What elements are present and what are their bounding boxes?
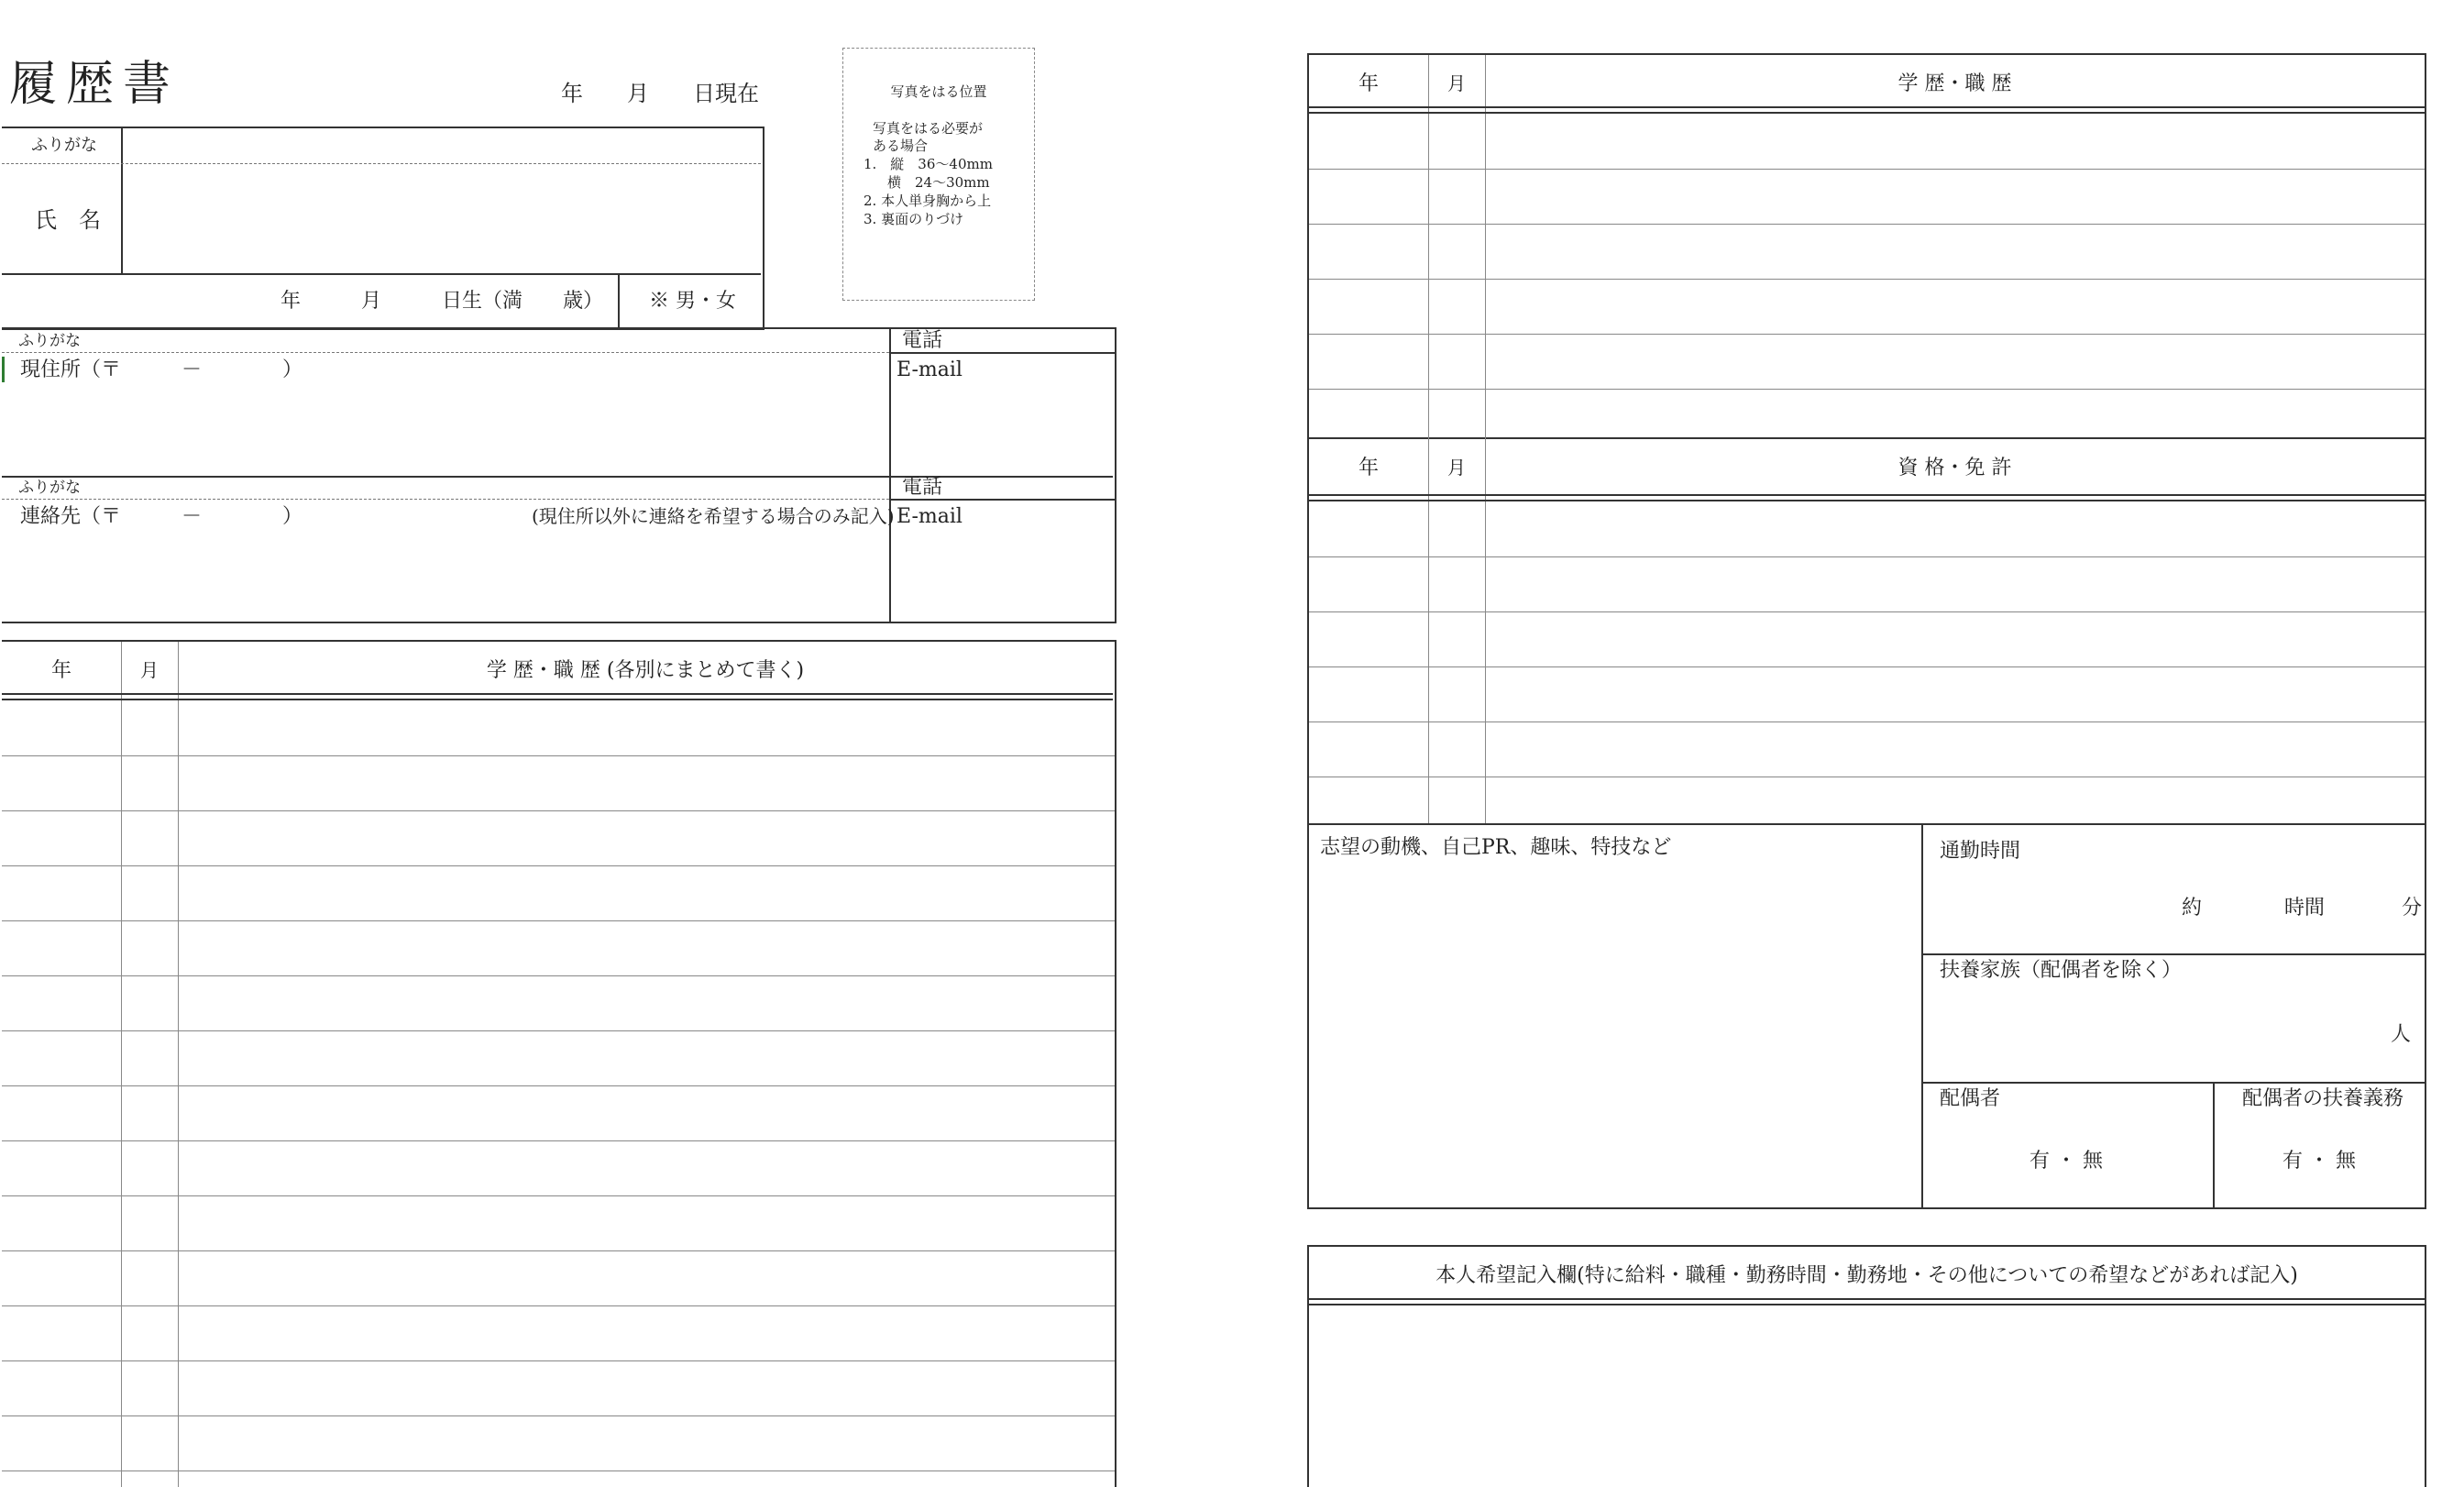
- dependents-label: 扶養家族（配偶者を除く）: [1940, 959, 2183, 982]
- dependents-unit: 人: [2391, 1023, 2412, 1046]
- table-row[interactable]: [2, 810, 1115, 865]
- history-left-year-header: 年: [50, 658, 72, 682]
- history-left-content-header: 学 歴・職 歴 (各別にまとめて書く): [486, 658, 805, 682]
- address-email-label: E-mail: [896, 358, 962, 381]
- table-row[interactable]: [2, 700, 1115, 755]
- table-row[interactable]: [2, 1305, 1115, 1360]
- name-label: 氏 名: [35, 207, 101, 233]
- photo-item3: 3. 裏面のりづけ: [864, 211, 964, 227]
- name-field[interactable]: [123, 165, 761, 273]
- history-table-right: [1307, 53, 2426, 439]
- table-row[interactable]: [1309, 279, 2425, 334]
- contact-note: (現住所以外に連絡を希望する場合のみ記入): [532, 505, 895, 527]
- spouse-support-value[interactable]: 有 ・ 無: [2282, 1150, 2356, 1173]
- address-label: 現住所（〒 － ）: [20, 358, 303, 381]
- photo-area: [842, 48, 1035, 301]
- motivation-block: [1307, 823, 2426, 1209]
- commute-minutes: 分: [2402, 897, 2423, 920]
- page-title: 履歴書: [9, 57, 181, 112]
- name-block: [2, 127, 764, 330]
- photo-item2: 2. 本人単身胸から上: [864, 193, 992, 209]
- table-row[interactable]: [1309, 556, 2425, 611]
- history-right-content-header: 学 歴・職 歴: [1898, 72, 2012, 95]
- table-row[interactable]: [2, 1250, 1115, 1305]
- spouse-label: 配偶者: [1940, 1087, 2001, 1110]
- contact-phone-label: 電話: [902, 476, 943, 499]
- history-left-month-header: 月: [140, 658, 159, 681]
- table-row[interactable]: [2, 1415, 1115, 1470]
- cell-cursor: [2, 357, 5, 382]
- motivation-field[interactable]: [1309, 865, 1920, 1206]
- qualifications-year-header: 年: [1358, 456, 1379, 479]
- commute-approx: 約: [2182, 897, 2203, 920]
- address-phone-label: 電話: [902, 329, 943, 352]
- history-right-year-header: 年: [1358, 72, 1379, 95]
- table-row[interactable]: [1309, 721, 2425, 777]
- table-row[interactable]: [2, 1030, 1115, 1085]
- photo-item1b: 横 24～30mm: [887, 174, 990, 191]
- table-row[interactable]: [2, 1470, 1115, 1487]
- history-right-month-header: 月: [1447, 72, 1466, 94]
- address-block: [2, 327, 1116, 623]
- spouse-value[interactable]: 有 ・ 無: [2030, 1150, 2103, 1173]
- table-row[interactable]: [2, 1360, 1115, 1415]
- contact-field[interactable]: [2, 533, 887, 621]
- address-field[interactable]: [2, 386, 887, 474]
- wishes-label: 本人希望記入欄(特に給料・職種・勤務時間・勤務地・その他についての希望などがあれば記入): [1436, 1263, 2298, 1287]
- history-table-left: [2, 640, 1116, 1487]
- contact-label: 連絡先（〒 － ）: [20, 505, 303, 528]
- commute-hours: 時間: [2284, 897, 2326, 920]
- table-row[interactable]: [2, 1140, 1115, 1195]
- spouse-support-label: 配偶者の扶養義務: [2242, 1087, 2404, 1110]
- photo-line2: ある場合: [873, 138, 929, 154]
- table-row[interactable]: [1309, 169, 2425, 224]
- qualifications-month-header: 月: [1447, 456, 1466, 479]
- photo-item1: 1. 縦 36～40mm: [864, 156, 993, 172]
- photo-heading: 写真をはる位置: [890, 83, 987, 100]
- table-row[interactable]: [1309, 501, 2425, 556]
- birth-label: 年 月 日生（満 歳）: [280, 290, 604, 313]
- contact-furigana-label: ふりがな: [18, 479, 81, 497]
- qualifications-table: [1307, 437, 2426, 825]
- address-furigana-label: ふりがな: [18, 332, 81, 350]
- table-row[interactable]: [1309, 334, 2425, 389]
- wishes-field[interactable]: [1309, 1307, 2425, 1487]
- table-row[interactable]: [1309, 389, 2425, 444]
- wishes-block: [1307, 1245, 2426, 1487]
- table-row[interactable]: [1309, 666, 2425, 721]
- table-row[interactable]: [2, 1085, 1115, 1140]
- table-row[interactable]: [2, 755, 1115, 810]
- table-row[interactable]: [2, 865, 1115, 920]
- date-label: 年 月 日現在: [561, 81, 759, 106]
- name-furigana-label: ふりがな: [31, 136, 97, 155]
- table-row[interactable]: [2, 975, 1115, 1030]
- contact-email-label: E-mail: [896, 505, 962, 528]
- name-furigana-field[interactable]: [123, 128, 761, 163]
- table-row[interactable]: [2, 1195, 1115, 1250]
- table-row[interactable]: [1309, 114, 2425, 169]
- motivation-label: 志望の動機、自己PR、趣味、特技など: [1320, 836, 1672, 859]
- table-row[interactable]: [2, 920, 1115, 975]
- table-row[interactable]: [1309, 611, 2425, 666]
- commute-label: 通勤時間: [1940, 840, 2021, 863]
- photo-line1: 写真をはる必要が: [873, 120, 984, 137]
- table-row[interactable]: [1309, 224, 2425, 279]
- qualifications-content-header: 資 格・免 許: [1898, 456, 2012, 479]
- gender-label[interactable]: ※ 男・女: [649, 290, 736, 313]
